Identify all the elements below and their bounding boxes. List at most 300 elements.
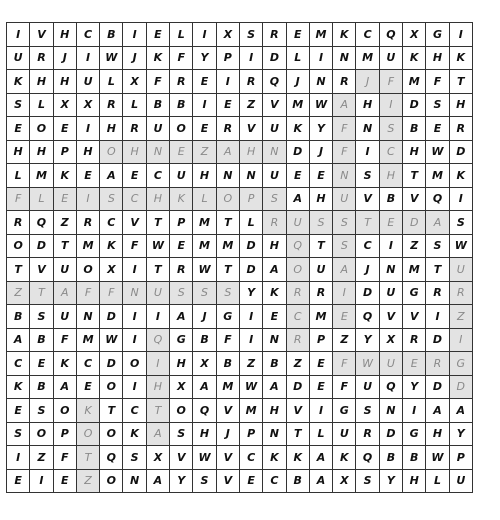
grid-cell[interactable]: I — [30, 469, 53, 493]
grid-cell[interactable]: C — [356, 23, 379, 47]
grid-cell[interactable]: I — [239, 328, 262, 352]
grid-cell[interactable]: A — [100, 164, 123, 188]
grid-cell[interactable]: A — [426, 399, 449, 423]
grid-cell[interactable]: U — [263, 117, 286, 141]
grid-cell[interactable]: B — [170, 93, 193, 117]
grid-cell[interactable]: C — [356, 234, 379, 258]
grid-cell[interactable]: F — [333, 140, 356, 164]
grid-cell[interactable]: M — [356, 46, 379, 70]
grid-cell[interactable]: M — [403, 70, 426, 94]
grid-cell[interactable]: S — [193, 281, 216, 305]
grid-cell[interactable]: S — [193, 469, 216, 493]
grid-cell[interactable]: X — [216, 23, 239, 47]
grid-cell[interactable]: N — [123, 469, 146, 493]
grid-cell[interactable]: N — [146, 140, 169, 164]
grid-cell[interactable]: N — [309, 70, 332, 94]
grid-cell[interactable]: O — [30, 117, 53, 141]
grid-cell[interactable]: P — [216, 46, 239, 70]
grid-cell[interactable]: E — [53, 117, 76, 141]
grid-cell[interactable]: Z — [30, 446, 53, 470]
grid-cell[interactable]: I — [193, 23, 216, 47]
grid-cell[interactable]: A — [7, 328, 30, 352]
grid-cell[interactable]: T — [146, 211, 169, 235]
grid-cell[interactable]: B — [146, 93, 169, 117]
grid-cell[interactable]: B — [286, 469, 309, 493]
grid-cell[interactable]: D — [286, 140, 309, 164]
grid-cell[interactable]: Y — [449, 422, 472, 446]
grid-cell[interactable]: R — [286, 328, 309, 352]
grid-cell[interactable]: Y — [170, 469, 193, 493]
grid-cell[interactable]: U — [7, 46, 30, 70]
grid-cell[interactable]: G — [333, 399, 356, 423]
grid-cell[interactable]: E — [7, 399, 30, 423]
grid-cell[interactable]: D — [100, 305, 123, 329]
grid-cell[interactable]: T — [286, 422, 309, 446]
grid-cell[interactable]: K — [100, 234, 123, 258]
grid-cell[interactable]: D — [426, 328, 449, 352]
grid-cell[interactable]: V — [379, 305, 402, 329]
grid-cell[interactable]: F — [123, 234, 146, 258]
grid-cell[interactable]: R — [286, 281, 309, 305]
grid-cell[interactable]: J — [286, 70, 309, 94]
grid-cell[interactable]: W — [239, 375, 262, 399]
grid-cell[interactable]: I — [123, 328, 146, 352]
grid-cell[interactable]: E — [76, 164, 99, 188]
grid-cell[interactable]: R — [426, 281, 449, 305]
grid-cell[interactable]: V — [30, 23, 53, 47]
grid-cell[interactable]: C — [263, 469, 286, 493]
grid-cell[interactable]: D — [403, 211, 426, 235]
grid-cell[interactable]: T — [403, 164, 426, 188]
grid-cell[interactable]: K — [403, 46, 426, 70]
grid-cell[interactable]: F — [146, 70, 169, 94]
grid-cell[interactable]: Z — [193, 140, 216, 164]
grid-cell[interactable]: I — [449, 328, 472, 352]
grid-cell[interactable]: U — [333, 422, 356, 446]
grid-cell[interactable]: S — [426, 93, 449, 117]
grid-cell[interactable]: A — [146, 469, 169, 493]
grid-cell[interactable]: S — [30, 399, 53, 423]
grid-cell[interactable]: H — [53, 23, 76, 47]
grid-cell[interactable]: A — [193, 375, 216, 399]
grid-cell[interactable]: S — [7, 422, 30, 446]
grid-cell[interactable]: T — [146, 258, 169, 282]
grid-cell[interactable]: M — [309, 305, 332, 329]
grid-cell[interactable]: R — [239, 70, 262, 94]
grid-cell[interactable]: V — [239, 117, 262, 141]
grid-cell[interactable]: H — [449, 93, 472, 117]
grid-cell[interactable]: F — [170, 46, 193, 70]
grid-cell[interactable]: K — [263, 446, 286, 470]
grid-cell[interactable]: Q — [356, 446, 379, 470]
grid-cell[interactable]: U — [333, 187, 356, 211]
grid-cell[interactable]: R — [449, 117, 472, 141]
grid-cell[interactable]: A — [286, 187, 309, 211]
grid-cell[interactable]: U — [286, 211, 309, 235]
grid-cell[interactable]: I — [309, 399, 332, 423]
grid-cell[interactable]: Z — [239, 93, 262, 117]
grid-cell[interactable]: P — [53, 140, 76, 164]
grid-cell[interactable]: P — [309, 328, 332, 352]
grid-cell[interactable]: B — [403, 117, 426, 141]
grid-cell[interactable]: X — [53, 93, 76, 117]
grid-cell[interactable]: X — [146, 446, 169, 470]
grid-cell[interactable]: S — [356, 469, 379, 493]
grid-cell[interactable]: L — [30, 93, 53, 117]
grid-cell[interactable]: I — [123, 23, 146, 47]
grid-cell[interactable]: Y — [239, 281, 262, 305]
grid-cell[interactable]: N — [356, 117, 379, 141]
grid-cell[interactable]: A — [53, 281, 76, 305]
grid-cell[interactable]: S — [333, 234, 356, 258]
grid-cell[interactable]: Q — [263, 70, 286, 94]
grid-cell[interactable]: O — [30, 422, 53, 446]
grid-cell[interactable]: O — [100, 422, 123, 446]
grid-cell[interactable]: T — [7, 258, 30, 282]
grid-cell[interactable]: C — [123, 187, 146, 211]
grid-cell[interactable]: Y — [309, 117, 332, 141]
grid-cell[interactable]: H — [146, 375, 169, 399]
grid-cell[interactable]: X — [403, 23, 426, 47]
grid-cell[interactable]: T — [426, 258, 449, 282]
grid-cell[interactable]: D — [30, 234, 53, 258]
grid-cell[interactable]: U — [356, 375, 379, 399]
grid-cell[interactable]: O — [170, 399, 193, 423]
grid-cell[interactable]: D — [449, 140, 472, 164]
grid-cell[interactable]: I — [309, 46, 332, 70]
grid-cell[interactable]: A — [263, 258, 286, 282]
grid-cell[interactable]: J — [309, 140, 332, 164]
grid-cell[interactable]: H — [239, 140, 262, 164]
grid-cell[interactable]: H — [7, 140, 30, 164]
grid-cell[interactable]: S — [216, 281, 239, 305]
grid-cell[interactable]: Z — [449, 305, 472, 329]
grid-cell[interactable]: M — [426, 164, 449, 188]
grid-cell[interactable]: K — [449, 46, 472, 70]
grid-cell[interactable]: A — [216, 140, 239, 164]
grid-cell[interactable]: A — [263, 375, 286, 399]
grid-cell[interactable]: H — [146, 187, 169, 211]
grid-cell[interactable]: F — [426, 70, 449, 94]
grid-cell[interactable]: S — [379, 117, 402, 141]
grid-cell[interactable]: M — [216, 234, 239, 258]
grid-cell[interactable]: M — [216, 375, 239, 399]
grid-cell[interactable]: B — [263, 352, 286, 376]
grid-cell[interactable]: H — [53, 70, 76, 94]
grid-cell[interactable]: F — [7, 187, 30, 211]
grid-cell[interactable]: W — [449, 234, 472, 258]
grid-cell[interactable]: E — [123, 164, 146, 188]
grid-cell[interactable]: B — [403, 446, 426, 470]
grid-cell[interactable]: X — [379, 328, 402, 352]
grid-cell[interactable]: L — [30, 187, 53, 211]
grid-cell[interactable]: D — [379, 422, 402, 446]
grid-cell[interactable]: L — [286, 46, 309, 70]
grid-cell[interactable]: Y — [356, 328, 379, 352]
grid-cell[interactable]: O — [53, 399, 76, 423]
grid-cell[interactable]: H — [426, 46, 449, 70]
grid-cell[interactable]: R — [333, 70, 356, 94]
grid-cell[interactable]: C — [100, 211, 123, 235]
grid-cell[interactable]: O — [76, 422, 99, 446]
grid-cell[interactable]: W — [193, 446, 216, 470]
grid-cell[interactable]: S — [239, 23, 262, 47]
grid-cell[interactable]: G — [403, 422, 426, 446]
grid-cell[interactable]: O — [286, 258, 309, 282]
grid-cell[interactable]: H — [403, 469, 426, 493]
grid-cell[interactable]: R — [216, 117, 239, 141]
grid-cell[interactable]: I — [449, 187, 472, 211]
grid-cell[interactable]: K — [76, 399, 99, 423]
grid-cell[interactable]: H — [309, 187, 332, 211]
grid-cell[interactable]: J — [216, 422, 239, 446]
grid-cell[interactable]: D — [449, 375, 472, 399]
grid-cell[interactable]: I — [146, 352, 169, 376]
grid-cell[interactable]: S — [356, 399, 379, 423]
grid-cell[interactable]: Z — [53, 211, 76, 235]
grid-cell[interactable]: C — [379, 140, 402, 164]
grid-cell[interactable]: B — [216, 352, 239, 376]
grid-cell[interactable]: F — [333, 375, 356, 399]
grid-cell[interactable]: H — [356, 93, 379, 117]
grid-cell[interactable]: E — [263, 305, 286, 329]
grid-cell[interactable]: K — [263, 281, 286, 305]
grid-cell[interactable]: K — [53, 352, 76, 376]
grid-cell[interactable]: Z — [403, 234, 426, 258]
grid-cell[interactable]: M — [239, 399, 262, 423]
grid-cell[interactable]: I — [403, 399, 426, 423]
grid-cell[interactable]: I — [426, 305, 449, 329]
grid-cell[interactable]: C — [146, 164, 169, 188]
grid-cell[interactable]: V — [356, 187, 379, 211]
grid-cell[interactable]: O — [216, 187, 239, 211]
grid-cell[interactable]: M — [76, 328, 99, 352]
grid-cell[interactable]: T — [216, 211, 239, 235]
grid-cell[interactable]: R — [30, 46, 53, 70]
grid-cell[interactable]: E — [333, 305, 356, 329]
grid-cell[interactable]: Y — [379, 469, 402, 493]
grid-cell[interactable]: N — [216, 164, 239, 188]
grid-cell[interactable]: S — [170, 281, 193, 305]
grid-cell[interactable]: E — [76, 375, 99, 399]
grid-cell[interactable]: E — [426, 117, 449, 141]
grid-cell[interactable]: V — [286, 399, 309, 423]
grid-cell[interactable]: R — [263, 211, 286, 235]
grid-cell[interactable]: X — [193, 352, 216, 376]
grid-cell[interactable]: R — [76, 211, 99, 235]
grid-cell[interactable]: U — [449, 469, 472, 493]
grid-cell[interactable]: S — [333, 211, 356, 235]
grid-cell[interactable]: F — [216, 328, 239, 352]
grid-cell[interactable]: Y — [403, 375, 426, 399]
grid-cell[interactable]: W — [426, 446, 449, 470]
grid-cell[interactable]: K — [449, 164, 472, 188]
grid-cell[interactable]: B — [30, 328, 53, 352]
grid-cell[interactable]: J — [193, 305, 216, 329]
grid-cell[interactable]: V — [170, 446, 193, 470]
grid-cell[interactable]: W — [426, 140, 449, 164]
grid-cell[interactable]: B — [30, 375, 53, 399]
grid-cell[interactable]: S — [123, 446, 146, 470]
grid-cell[interactable]: F — [53, 446, 76, 470]
grid-cell[interactable]: U — [76, 70, 99, 94]
grid-cell[interactable]: G — [426, 23, 449, 47]
grid-cell[interactable]: J — [53, 46, 76, 70]
grid-cell[interactable]: N — [379, 399, 402, 423]
grid-cell[interactable]: R — [426, 352, 449, 376]
grid-cell[interactable]: D — [426, 375, 449, 399]
grid-cell[interactable]: X — [76, 93, 99, 117]
grid-cell[interactable]: S — [7, 93, 30, 117]
grid-cell[interactable]: A — [170, 305, 193, 329]
grid-cell[interactable]: N — [263, 140, 286, 164]
grid-cell[interactable]: V — [403, 305, 426, 329]
grid-cell[interactable]: N — [239, 164, 262, 188]
grid-cell[interactable]: A — [449, 399, 472, 423]
grid-cell[interactable]: Q — [193, 399, 216, 423]
grid-cell[interactable]: I — [76, 187, 99, 211]
grid-cell[interactable]: R — [309, 281, 332, 305]
grid-cell[interactable]: C — [76, 352, 99, 376]
grid-cell[interactable]: T — [146, 399, 169, 423]
grid-cell[interactable]: B — [379, 446, 402, 470]
grid-cell[interactable]: C — [7, 352, 30, 376]
grid-cell[interactable]: V — [403, 187, 426, 211]
grid-cell[interactable]: E — [146, 23, 169, 47]
grid-cell[interactable]: W — [193, 258, 216, 282]
grid-cell[interactable]: I — [123, 375, 146, 399]
grid-cell[interactable]: M — [403, 258, 426, 282]
grid-cell[interactable]: I — [76, 117, 99, 141]
grid-cell[interactable]: P — [53, 422, 76, 446]
grid-cell[interactable]: N — [333, 46, 356, 70]
grid-cell[interactable]: M — [193, 211, 216, 235]
grid-cell[interactable]: N — [263, 422, 286, 446]
grid-cell[interactable]: D — [100, 352, 123, 376]
grid-cell[interactable]: W — [309, 93, 332, 117]
grid-cell[interactable]: M — [193, 234, 216, 258]
grid-cell[interactable]: X — [123, 70, 146, 94]
grid-cell[interactable]: R — [263, 23, 286, 47]
grid-cell[interactable]: E — [379, 211, 402, 235]
grid-cell[interactable]: G — [403, 281, 426, 305]
grid-cell[interactable]: O — [7, 234, 30, 258]
grid-cell[interactable]: K — [123, 422, 146, 446]
grid-cell[interactable]: V — [263, 93, 286, 117]
grid-cell[interactable]: V — [123, 211, 146, 235]
grid-cell[interactable]: N — [333, 164, 356, 188]
grid-cell[interactable]: U — [263, 164, 286, 188]
grid-cell[interactable]: L — [426, 469, 449, 493]
grid-cell[interactable]: U — [309, 258, 332, 282]
grid-cell[interactable]: N — [263, 328, 286, 352]
grid-cell[interactable]: M — [76, 234, 99, 258]
grid-cell[interactable]: K — [146, 46, 169, 70]
grid-cell[interactable]: T — [449, 70, 472, 94]
grid-cell[interactable]: R — [449, 281, 472, 305]
grid-cell[interactable]: Q — [30, 211, 53, 235]
grid-cell[interactable]: M — [286, 93, 309, 117]
grid-cell[interactable]: S — [356, 164, 379, 188]
grid-cell[interactable]: U — [379, 281, 402, 305]
grid-cell[interactable]: A — [309, 446, 332, 470]
grid-cell[interactable]: B — [7, 305, 30, 329]
grid-cell[interactable]: P — [239, 187, 262, 211]
grid-cell[interactable]: L — [7, 164, 30, 188]
grid-cell[interactable]: M — [30, 164, 53, 188]
grid-cell[interactable]: O — [170, 117, 193, 141]
grid-cell[interactable]: J — [123, 46, 146, 70]
grid-cell[interactable]: Q — [100, 446, 123, 470]
grid-cell[interactable]: O — [100, 375, 123, 399]
grid-cell[interactable]: Y — [193, 46, 216, 70]
grid-cell[interactable]: K — [53, 164, 76, 188]
grid-cell[interactable]: B — [379, 187, 402, 211]
grid-cell[interactable]: E — [309, 375, 332, 399]
grid-cell[interactable]: Z — [286, 352, 309, 376]
grid-cell[interactable]: R — [7, 211, 30, 235]
grid-cell[interactable]: H — [170, 352, 193, 376]
grid-cell[interactable]: I — [76, 46, 99, 70]
grid-cell[interactable]: K — [333, 446, 356, 470]
grid-cell[interactable]: F — [53, 328, 76, 352]
grid-cell[interactable]: I — [216, 70, 239, 94]
grid-cell[interactable]: Q — [356, 305, 379, 329]
grid-cell[interactable]: O — [123, 352, 146, 376]
grid-cell[interactable]: T — [76, 446, 99, 470]
grid-cell[interactable]: L — [170, 23, 193, 47]
grid-cell[interactable]: K — [7, 375, 30, 399]
grid-cell[interactable]: B — [100, 23, 123, 47]
grid-cell[interactable]: O — [100, 140, 123, 164]
grid-cell[interactable]: N — [76, 305, 99, 329]
grid-cell[interactable]: E — [170, 140, 193, 164]
grid-cell[interactable]: F — [100, 281, 123, 305]
grid-cell[interactable]: O — [100, 469, 123, 493]
grid-cell[interactable]: A — [333, 258, 356, 282]
grid-cell[interactable]: D — [286, 375, 309, 399]
grid-cell[interactable]: Z — [76, 469, 99, 493]
grid-cell[interactable]: W — [146, 234, 169, 258]
grid-cell[interactable]: E — [309, 352, 332, 376]
grid-cell[interactable]: U — [53, 305, 76, 329]
grid-cell[interactable]: E — [286, 164, 309, 188]
grid-cell[interactable]: E — [239, 469, 262, 493]
grid-cell[interactable]: H — [193, 422, 216, 446]
grid-cell[interactable]: S — [100, 187, 123, 211]
grid-cell[interactable]: E — [309, 164, 332, 188]
grid-cell[interactable]: M — [309, 23, 332, 47]
grid-cell[interactable]: H — [403, 140, 426, 164]
grid-cell[interactable]: H — [30, 140, 53, 164]
grid-cell[interactable]: L — [309, 422, 332, 446]
grid-cell[interactable]: N — [123, 281, 146, 305]
grid-cell[interactable]: D — [263, 46, 286, 70]
grid-cell[interactable]: H — [426, 422, 449, 446]
grid-cell[interactable]: I — [379, 234, 402, 258]
grid-cell[interactable]: I — [356, 140, 379, 164]
grid-cell[interactable]: D — [239, 234, 262, 258]
grid-cell[interactable]: E — [53, 469, 76, 493]
grid-cell[interactable]: S — [263, 187, 286, 211]
grid-cell[interactable]: R — [403, 328, 426, 352]
grid-cell[interactable]: A — [146, 422, 169, 446]
grid-cell[interactable]: H — [263, 234, 286, 258]
grid-cell[interactable]: I — [193, 93, 216, 117]
grid-cell[interactable]: A — [309, 469, 332, 493]
grid-cell[interactable]: H — [123, 140, 146, 164]
grid-cell[interactable]: J — [356, 70, 379, 94]
